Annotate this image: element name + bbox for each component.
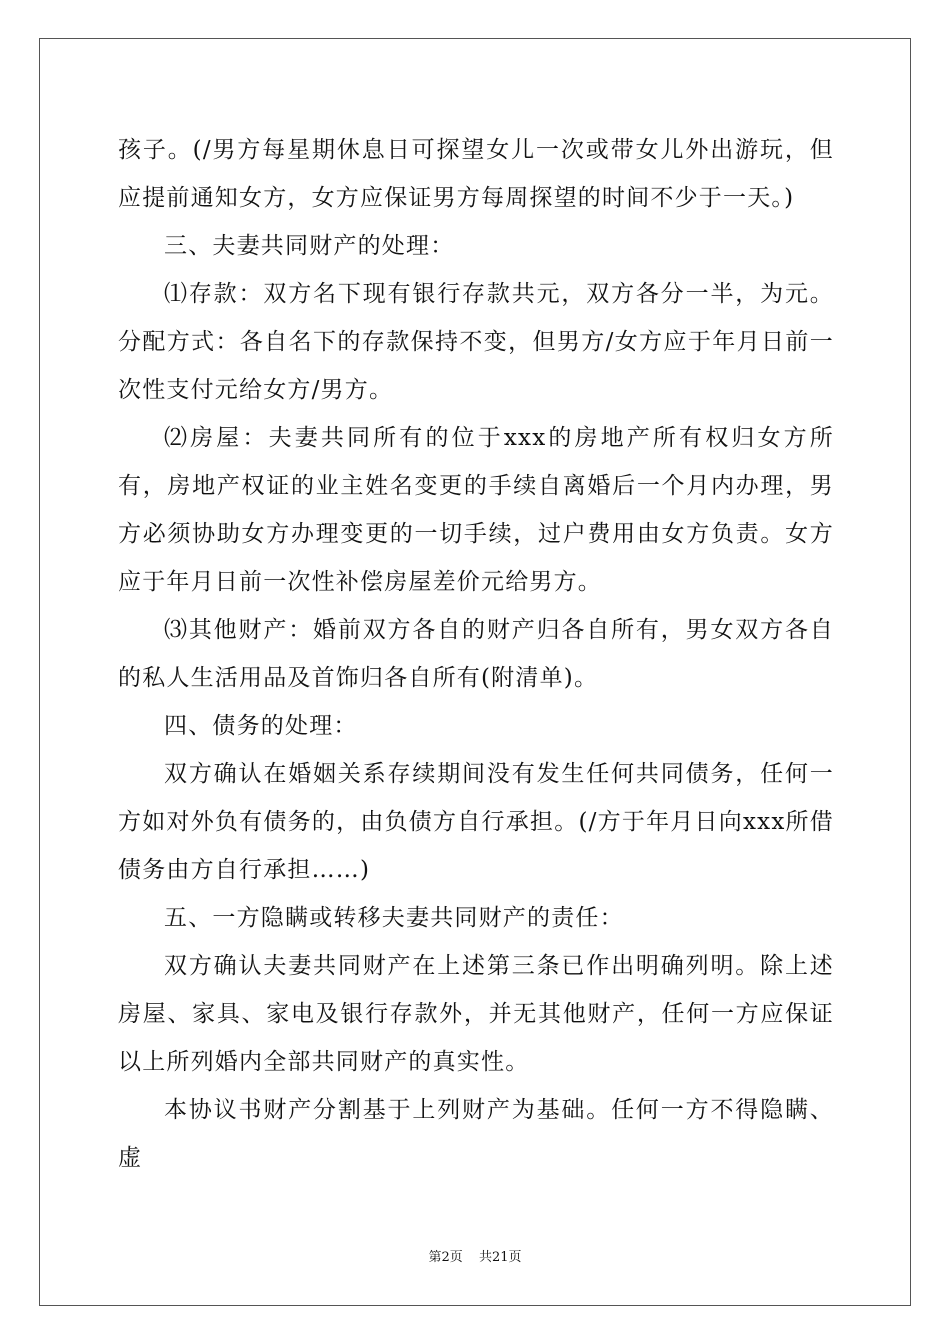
- total-pages: 共21页: [478, 1250, 522, 1265]
- document-body: [118, 126, 834, 1182]
- paragraph-visitation-continued: 孩子。(/男方每星期休息日可探望女儿一次或带女儿外出游玩，但应提前通知女方，女方应保证男方每周探望的时间不少于一天。): [118, 137, 834, 211]
- paragraph-property-confirmation: 双方确认夫妻共同财产在上述第三条已作出明确列明。除上述房屋、家具、家电及银行存款外，并无其他财产，任何一方应保证以上所列婚内全部共同财产的真实性。: [118, 953, 834, 1075]
- paragraph-debts: 双方确认在婚姻关系存续期间没有发生任何共同债务，任何一方如对外负有债务的，由负债方自行承担。(/方于年月日向xxx所借债务由方自行承担……): [118, 761, 834, 883]
- section-heading-debts: 四、债务的处理：: [164, 713, 358, 739]
- section-heading-concealment: 五、一方隐瞒或转移夫妻共同财产的责任：: [164, 905, 624, 931]
- page-footer: [0, 1246, 950, 1265]
- paragraph-deposits: ⑴存款：双方名下现有银行存款共元，双方各分一半，为元。分配方式：各自名下的存款保持不变，但男方/女方应于年月日前一次性支付元给女方/男方。: [118, 281, 834, 403]
- paragraph-division-basis: 本协议书财产分割基于上列财产为基础。任何一方不得隐瞒、虚: [118, 1097, 834, 1171]
- section-heading-property: 三、夫妻共同财产的处理：: [164, 233, 455, 259]
- page-number: 第2页: [428, 1250, 463, 1265]
- paragraph-other-property: ⑶其他财产：婚前双方各自的财产归各自所有，男女双方各自的私人生活用品及首饰归各自所有(附清单)。: [118, 617, 834, 691]
- paragraph-house: ⑵房屋：夫妻共同所有的位于xxx的房地产所有权归女方所有，房地产权证的业主姓名变更的手续自离婚后一个月内办理，男方必须协助女方办理变更的一切手续，过户费用由女方负责。女方应于年月日前一次性补偿房屋差价元给男方。: [118, 425, 834, 595]
